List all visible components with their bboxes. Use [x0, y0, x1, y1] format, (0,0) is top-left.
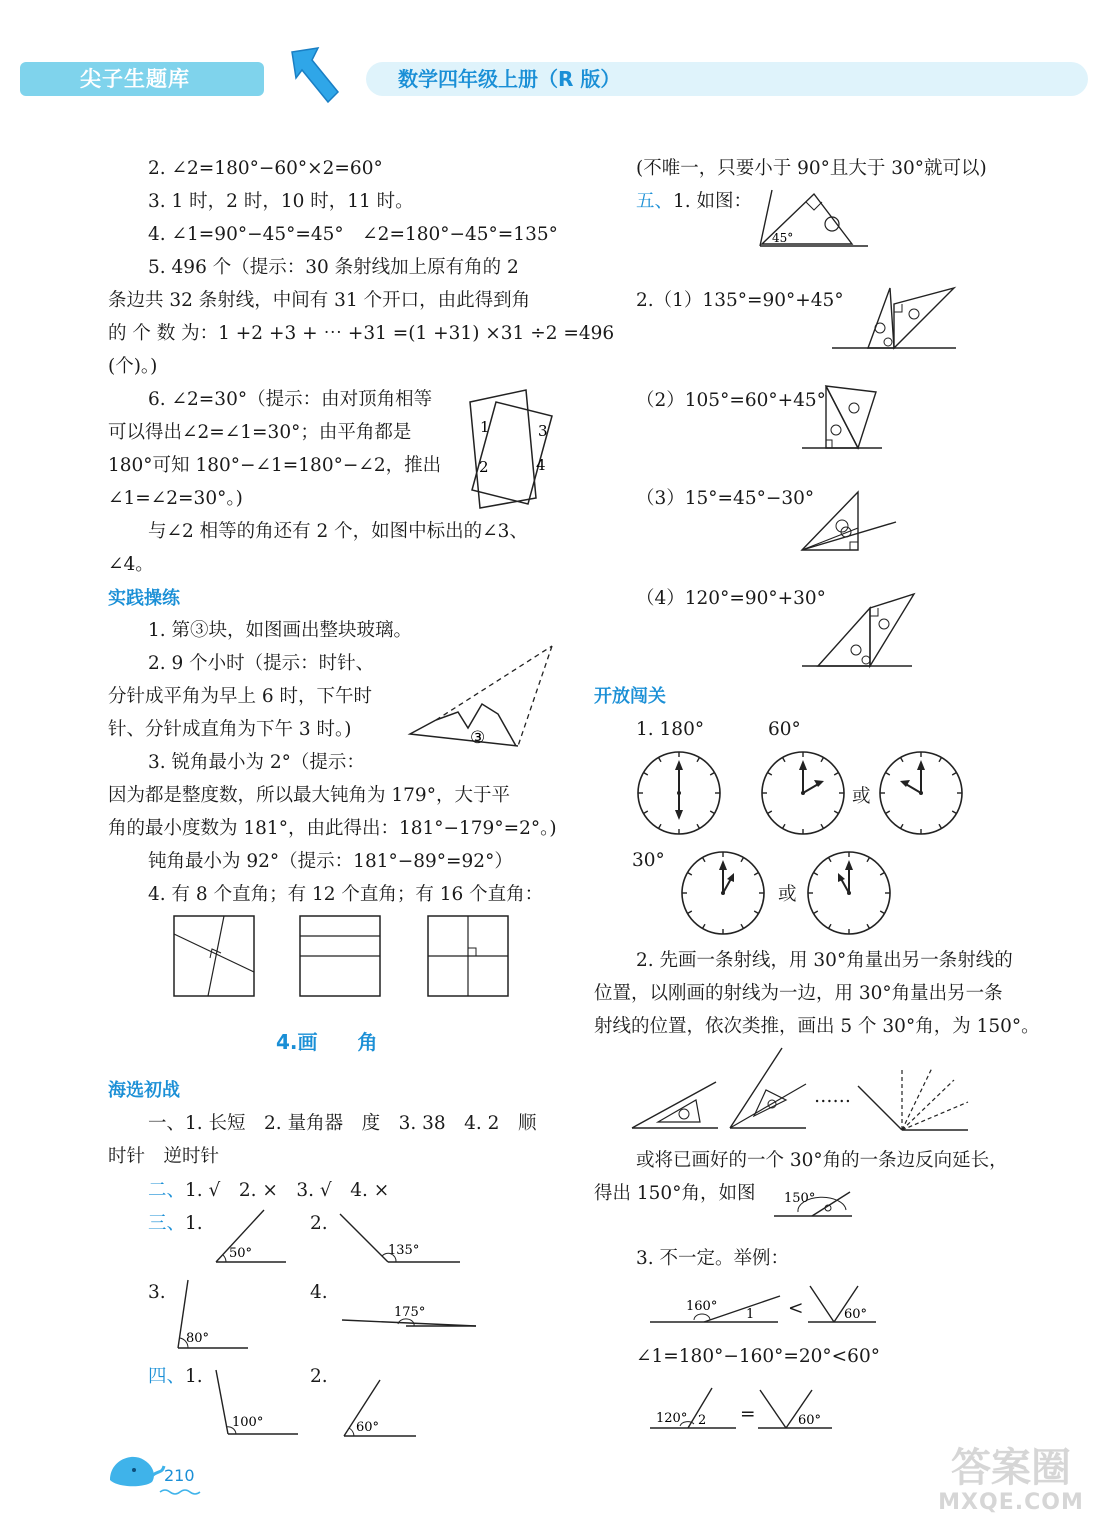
angle-150-figure	[772, 1184, 854, 1218]
clock-tick	[687, 911, 691, 914]
angle-120-figure	[648, 1384, 740, 1432]
section-heading-practice: 实践操练	[108, 588, 180, 609]
clock-tick	[939, 824, 942, 828]
answer-line: 4. 有 8 个直角；有 12 个直角；有 16 个直角：	[148, 884, 544, 905]
part-prefix: 三、	[148, 1213, 186, 1234]
answer-line: 因为都是整度数，所以最大钝角为 179°，大于平	[108, 785, 510, 806]
whale-icon	[104, 1446, 166, 1500]
fan-angle-figure	[856, 1064, 970, 1134]
angle-label: 175°	[394, 1305, 426, 1320]
clock-tick	[710, 773, 714, 776]
angle-label: 120°	[656, 1411, 688, 1426]
clock-tick	[885, 773, 889, 776]
clock-tick	[659, 824, 662, 828]
answer-line: 4.	[310, 1282, 328, 1303]
arrow-icon	[288, 44, 344, 106]
right-angle-square-figure	[298, 914, 382, 998]
clock-tick	[659, 757, 662, 761]
watermark-line2: MXQE.COM	[938, 1490, 1084, 1515]
clock-tick	[710, 811, 714, 814]
angle-label: 60°	[356, 1420, 380, 1435]
angle-80-figure	[176, 1276, 250, 1352]
angle-label: 45°	[772, 231, 794, 245]
part-prefix: 四、	[148, 1366, 186, 1387]
answer-line: 3.	[148, 1282, 166, 1303]
header-brand: 尖子生题库	[80, 67, 190, 91]
answer-line: 3. 不一定。举例：	[636, 1248, 790, 1269]
angle-label: 135°	[388, 1243, 420, 1258]
answer-line: 2.	[310, 1213, 328, 1234]
answer-line: (不唯一，只要小于 90°且大于 30°就可以)	[636, 158, 987, 179]
clock-tick	[643, 811, 647, 814]
wave-icon	[160, 1488, 200, 1496]
section-heading-open: 开放闯关	[594, 686, 666, 707]
fig6-label: 3	[538, 422, 548, 440]
clock-tick	[754, 911, 758, 914]
clock-tick	[834, 811, 838, 814]
broken-glass-figure	[406, 642, 556, 752]
clock-tick	[783, 757, 786, 761]
page-number: 210	[164, 1466, 195, 1485]
clock-tick	[767, 811, 771, 814]
protractor-step-figure	[728, 1044, 808, 1132]
fig6-label: 2	[479, 458, 489, 476]
combo-angle-figure	[800, 590, 916, 668]
answer-line: 与∠2 相等的角还有 2 个，如图中标出的∠3、	[148, 521, 528, 542]
overlap-rectangles-figure	[466, 386, 556, 510]
answer-line: 可以得出∠2=∠1=30°；由平角都是	[108, 422, 412, 443]
answer-line: 60°	[768, 719, 801, 740]
answer-line: 1. 第③块，如图画出整块玻璃。	[148, 620, 413, 641]
part-text: 1. 如图：	[673, 191, 753, 212]
clock-tick	[783, 824, 786, 828]
angle-label: 60°	[798, 1413, 822, 1428]
answer-line: 位置，以刚画的射线为一边，用 30°角量出另一条	[594, 983, 1003, 1004]
answer-line	[148, 1360, 203, 1393]
clock-tick	[867, 924, 870, 928]
clock-tick	[939, 757, 942, 761]
answer-line: 1. 180°	[636, 719, 705, 740]
part-prefix: 五、	[636, 191, 674, 212]
angle-label: 80°	[186, 1331, 210, 1346]
answer-line: 得出 150°角，如图	[594, 1183, 756, 1204]
compare-symbol: =	[740, 1404, 756, 1425]
answer-line	[636, 185, 752, 218]
watermark	[926, 1445, 1096, 1515]
section-heading-sea: 海选初战	[108, 1080, 180, 1101]
set-square-45-figure	[758, 186, 872, 250]
combo-angle-figure	[800, 382, 884, 450]
answer-line: ∠1=∠2=30°。)	[108, 488, 243, 509]
protractor-step-figure	[630, 1078, 720, 1130]
clock-tick	[703, 924, 706, 928]
glass-label: ③	[470, 728, 486, 748]
angle-60-figure	[756, 1386, 834, 1432]
clock-tick	[813, 873, 817, 876]
angle-label: 50°	[229, 1246, 253, 1261]
answer-line: 的 个 数 为：1 +2 +3 + ⋯ +31 =(1 +31) ×31 ÷2 =496	[108, 323, 615, 344]
answer-line: 时针 逆时针	[108, 1146, 220, 1167]
clock-tick	[829, 857, 832, 861]
answer-line: （4）120°=90°+30°	[636, 588, 826, 609]
answer-line: 4. ∠1=90°−45°=45° ∠2=180°−45°=135°	[148, 224, 558, 245]
angle-label: 150°	[784, 1191, 816, 1206]
answer-line: 3. 锐角最小为 2°（提示：	[148, 752, 365, 773]
clock-tick	[821, 757, 824, 761]
clock-tick	[643, 773, 647, 776]
angle-60-figure	[342, 1376, 418, 1440]
part-text: 1. √ 2. × 3. √ 4. ×	[185, 1180, 390, 1201]
angle-135-figure	[336, 1210, 462, 1266]
clock-tick	[813, 911, 817, 914]
answer-line: 2. 9 个小时（提示：时针、	[148, 653, 375, 674]
or-label: 或	[852, 786, 871, 807]
angle-label: 1	[746, 1307, 755, 1322]
clock-tick	[901, 757, 904, 761]
answer-line: 5. 496 个（提示：30 条射线加上原有角的 2	[148, 257, 519, 278]
angle-label: 160°	[686, 1299, 718, 1314]
angle-label: 60°	[844, 1307, 868, 1322]
compare-symbol: <	[788, 1298, 804, 1319]
ellipsis: ……	[814, 1086, 851, 1107]
answer-line: 分针成平角为早上 6 时，下午时	[108, 686, 373, 707]
answer-line: 180°可知 180°−∠1=180°−∠2，推出	[108, 455, 442, 476]
combo-angle-figure	[830, 284, 958, 350]
clock-180	[636, 750, 722, 836]
right-angle-square-figure	[426, 914, 510, 998]
clock-tick	[867, 857, 870, 861]
part-text: 1.	[185, 1366, 203, 1387]
clock-30a	[680, 850, 766, 936]
clock-tick	[741, 857, 744, 861]
clock-tick	[767, 773, 771, 776]
answer-line: （2）105°=60°+45°	[636, 390, 826, 411]
clock-tick	[834, 773, 838, 776]
answer-line: 针、分针成直角为下午 3 时。)	[108, 719, 352, 740]
answer-line: (个)。)	[108, 356, 158, 377]
clock-tick	[821, 824, 824, 828]
angle-label: 100°	[232, 1415, 264, 1430]
clock-60b	[878, 750, 964, 836]
answer-line: ∠4。	[108, 554, 154, 575]
answer-line: 2.	[310, 1366, 328, 1387]
header-book-title: 数学四年级上册（R 版）	[398, 67, 621, 91]
part-prefix: 二、	[148, 1180, 186, 1201]
clock-tick	[901, 824, 904, 828]
clock-tick	[687, 873, 691, 876]
combo-angle-figure	[800, 488, 898, 552]
answer-line: 一、1. 长短 2. 量角器 度 3. 38 4. 2 顺	[148, 1113, 537, 1134]
clock-tick	[952, 773, 956, 776]
angle-label: 2	[698, 1413, 707, 1428]
answer-line: 2.（1）135°=90°+45°	[636, 290, 844, 311]
clock-30b	[806, 850, 892, 936]
answer-line: 角的最小度数为 181°，由此得出：181°−179°=2°。)	[108, 818, 557, 839]
right-angle-square-figure	[172, 914, 256, 998]
watermark-line1: 答案圈	[951, 1445, 1071, 1491]
clock-tick	[703, 857, 706, 861]
clock-60a	[760, 750, 846, 836]
clock-tick	[952, 811, 956, 814]
answer-line: 30°	[632, 850, 665, 871]
clock-tick	[741, 924, 744, 928]
answer-line: 钝角最小为 92°（提示：181°−89°=92°）	[148, 851, 513, 872]
answer-line: ∠1=180°−160°=20°<60°	[636, 1346, 880, 1367]
or-label: 或	[778, 884, 797, 905]
answer-line: 6. ∠2=30°（提示：由对顶角相等	[148, 389, 433, 410]
angle-160-figure	[648, 1290, 782, 1324]
answer-line: 2. 先画一条射线，用 30°角量出另一条射线的	[636, 950, 1013, 971]
answer-line	[148, 1174, 389, 1207]
clock-tick	[754, 873, 758, 876]
section-title: 4.画 角	[276, 1030, 378, 1054]
angle-60-figure	[806, 1282, 878, 1326]
clock-tick	[880, 873, 884, 876]
clock-tick	[829, 924, 832, 928]
clock-tick	[880, 911, 884, 914]
answer-line: 2. ∠2=180°−60°×2=60°	[148, 158, 383, 179]
answer-line: 3. 1 时，2 时，10 时，11 时。	[148, 191, 414, 212]
answer-line: 条边共 32 条射线，中间有 31 个开口，由此得到角	[108, 290, 531, 311]
angle-50-figure	[214, 1206, 288, 1266]
angle-100-figure	[212, 1366, 302, 1438]
clock-tick	[885, 811, 889, 814]
clock-tick	[697, 757, 700, 761]
answer-line: 射线的位置，依次类推，画出 5 个 30°角，为 150°。	[594, 1016, 1040, 1037]
answer-line: 或将已画好的一个 30°角的一条边反向延长，	[636, 1150, 1008, 1171]
angle-175-figure	[340, 1300, 480, 1330]
answer-line	[148, 1207, 203, 1240]
fig6-label: 1	[480, 418, 490, 436]
answer-line: （3）15°=45°−30°	[636, 488, 815, 509]
part-text: 1.	[185, 1213, 203, 1234]
clock-tick	[697, 824, 700, 828]
fig6-label: 4	[536, 456, 546, 474]
